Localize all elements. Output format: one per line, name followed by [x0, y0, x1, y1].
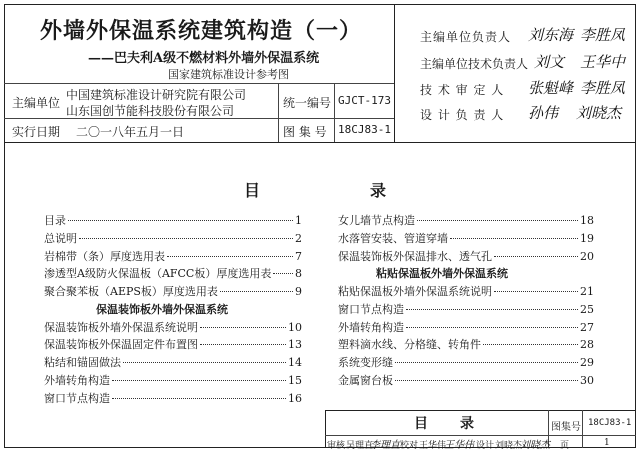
toc-item: 粘贴保温板外墙外保温系统说明 21: [338, 285, 594, 298]
atlas-number-value: 18CJ83-1: [338, 123, 391, 136]
toc-item: 窗口节点构造 16: [44, 392, 302, 405]
check-signature: 王华伟: [444, 440, 474, 451]
title-block-top: [325, 410, 636, 411]
toc-item: 目录 1: [44, 214, 302, 227]
signature-label-3: 技 术 审 定 人: [420, 83, 505, 97]
atlas-number-label: 图 集 号: [283, 125, 327, 139]
header-divider: [394, 4, 395, 142]
review-name: 吴理直: [346, 441, 374, 451]
page-label: 页: [560, 441, 570, 451]
page-subtitle: ——巴夫利A级不燃材料外墙外保温系统: [88, 51, 320, 66]
toc-item: 聚合聚苯板（AEPS板）厚度选用表 9: [44, 285, 302, 298]
header-rule-1: [4, 83, 394, 84]
signature-3a: 张魁峰: [528, 79, 574, 97]
toc-item: 窗口节点构造 25: [338, 303, 594, 316]
title-block-left: [325, 410, 326, 448]
page-number: 1: [604, 438, 610, 448]
date-label: 实行日期: [12, 125, 61, 139]
toc-section-right: 粘贴保温板外墙外保温系统: [376, 267, 508, 280]
number-value: GJCT-173: [338, 94, 391, 107]
toc-item: 渗透型A级防火保温板（AFCC板）厚度选用表 8: [44, 267, 302, 280]
signature-2a: 刘文: [534, 53, 565, 71]
signature-1a: 刘东海: [528, 26, 574, 44]
review-signature: 李理直: [370, 440, 400, 451]
toc-item: 外墙转角构造 27: [338, 321, 594, 334]
title-block-atlas-label: 图集号: [551, 422, 581, 433]
header-bottom-rule: [4, 142, 636, 143]
toc-item: 塑料滴水线、分格缝、转角件 28: [338, 338, 594, 351]
date-value: 二〇一八年五月一日: [76, 125, 185, 139]
toc-heading-left: 目: [244, 181, 261, 200]
toc-heading-right: 录: [370, 181, 387, 200]
toc-item: 岩棉带（条）厚度选用表 7: [44, 250, 302, 263]
signature-label-2: 主编单位技术负责人: [420, 57, 529, 71]
toc-item: 系统变形缝 29: [338, 356, 594, 369]
page-title: 外墙外保温系统建筑构造（一）: [40, 18, 363, 44]
toc-item: 外墙转角构造 15: [44, 374, 302, 387]
design-name: 刘晓杰: [495, 441, 523, 451]
title-block-col-2: [582, 410, 583, 448]
atlas-type: 国家建筑标准设计参考图: [168, 68, 289, 81]
header-col-2: [334, 83, 335, 142]
toc-item: 女儿墙节点构造 18: [338, 214, 594, 227]
toc-item: 保温装饰板外墙外保温系统说明 10: [44, 321, 302, 334]
signature-2b: 王华中: [580, 53, 626, 71]
editor-org-2: 山东国创节能科技股份有限公司: [66, 104, 235, 118]
toc-item: 粘结和锚固做法 14: [44, 356, 302, 369]
signature-4b: 刘晓杰: [576, 104, 622, 122]
toc-item: 水落管安装、管道穿墙 19: [338, 232, 594, 245]
number-label: 统一编号: [283, 96, 332, 110]
toc-item: 金属窗台板 30: [338, 374, 594, 387]
toc-item: 保温装饰板外保温固定件布置图 13: [44, 338, 302, 351]
signature-label-4: 设 计 负 责 人: [420, 108, 505, 122]
signature-3b: 李胜凤: [580, 79, 626, 97]
signature-1b: 李胜凤: [580, 26, 626, 44]
design-signature: 刘晓杰: [520, 440, 550, 451]
editor-org-1: 中国建筑标准设计研究院有限公司: [66, 88, 247, 102]
review-label: 审核: [327, 441, 346, 451]
editor-label: 主编单位: [12, 96, 61, 110]
title-block-atlas-value: 18CJ83-1: [588, 418, 632, 428]
title-block-title-b: 录: [460, 416, 474, 432]
signature-label-1: 主编单位负责人: [420, 30, 512, 44]
design-label: 设计: [476, 441, 495, 451]
title-block-title-a: 目: [414, 416, 428, 432]
signature-4a: 孙伟: [528, 104, 559, 122]
header-col-1: [278, 83, 279, 142]
toc-item: 保温装饰板外保温排水、透气孔 20: [338, 250, 594, 263]
check-name: 王华伟: [419, 441, 447, 451]
check-label: 校对: [400, 441, 419, 451]
toc-item: 总说明 2: [44, 232, 302, 245]
toc-section-left: 保温装饰板外墙外保温系统: [96, 303, 228, 316]
